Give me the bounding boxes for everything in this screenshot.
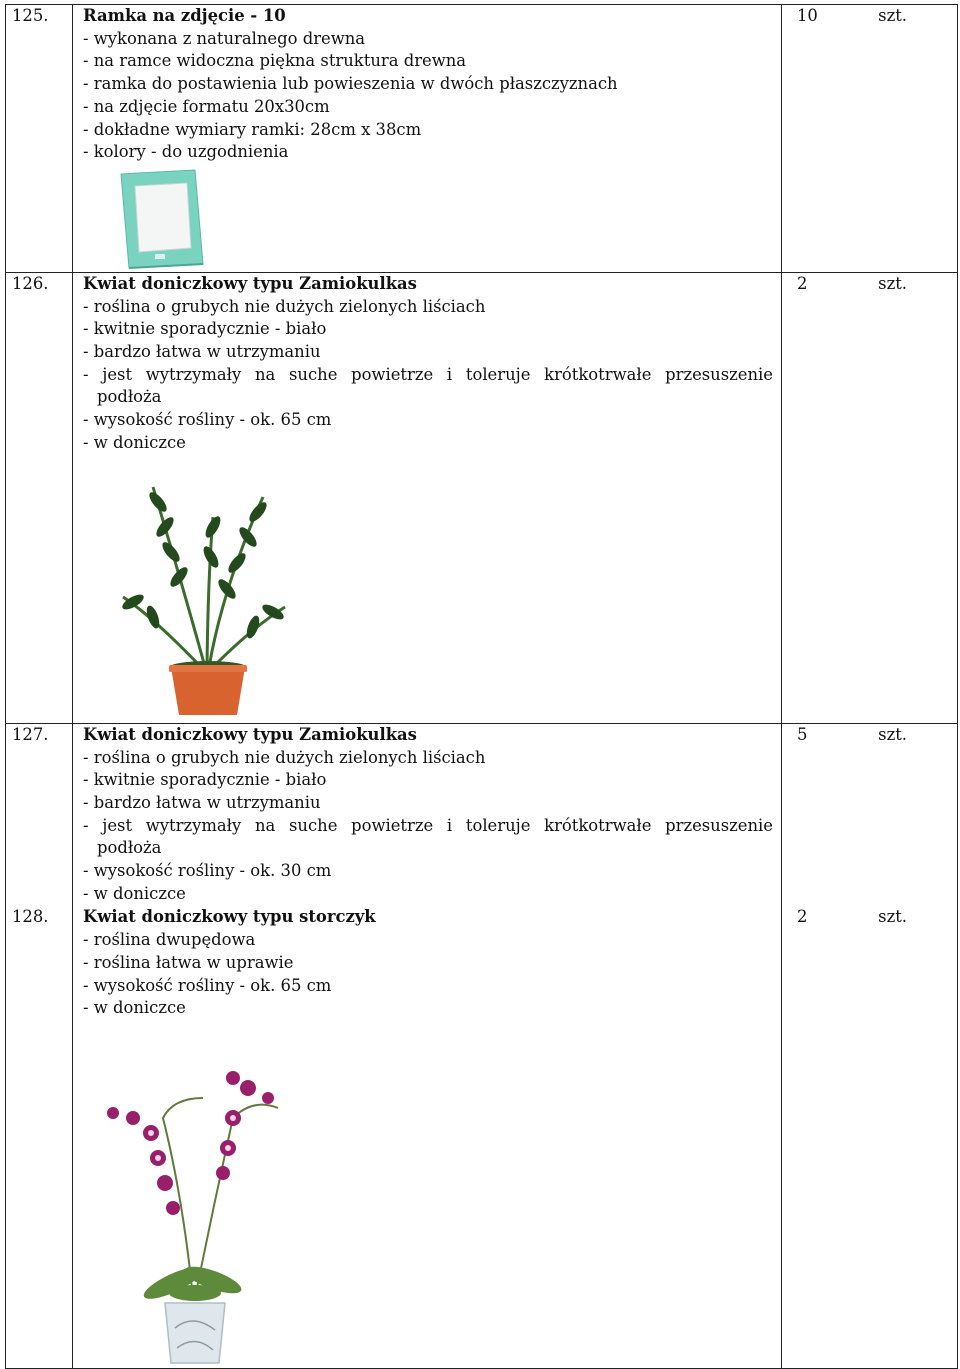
spec-line: - roślina dwupędowa	[83, 930, 256, 950]
spec-line: - w doniczce	[83, 432, 186, 452]
qty-value: 5	[797, 724, 808, 744]
spec-line-continuation: podłoża	[97, 838, 162, 858]
qty-unit: szt.	[878, 724, 907, 744]
item-description	[73, 272, 782, 723]
item-title: Ramka na zdjęcie - 10	[83, 6, 286, 25]
photo-frame-image	[119, 168, 239, 272]
table-row	[6, 272, 958, 723]
spec-line: - ramka do postawienia lub powieszenia w dwóch płaszczyznach	[83, 74, 618, 94]
qty-value: 2	[797, 273, 808, 293]
spec-line: - jest wytrzymały na suche powietrze i toleruje krótkotrwałe przesuszenie	[83, 364, 773, 384]
item-description	[73, 906, 782, 1368]
item-quantity	[782, 723, 958, 906]
spec-line: - wykonana z naturalnego drewna	[83, 28, 366, 48]
qty-unit: szt.	[878, 907, 907, 927]
product-spec-table	[5, 4, 958, 1369]
spec-line: - wysokość rośliny - ok. 65 cm	[83, 410, 332, 430]
spec-line: - kolory - do uzgodnienia	[83, 142, 289, 162]
spec-line: - kwitnie sporadycznie - biało	[83, 770, 327, 790]
spec-line: - w doniczce	[83, 998, 186, 1018]
item-title: Kwiat doniczkowy typu storczyk	[83, 907, 376, 927]
item-number: 126.	[6, 272, 73, 723]
orchid-image	[83, 1058, 283, 1368]
spec-line: - w doniczce	[83, 883, 186, 903]
table-row	[6, 5, 958, 273]
table-row	[6, 906, 958, 1368]
spec-line: - bardzo łatwa w utrzymaniu	[83, 342, 321, 362]
spec-line: - wysokość rośliny - ok. 30 cm	[83, 861, 332, 881]
spec-line: - na ramce widoczna piękna struktura drewna	[83, 51, 467, 71]
spec-line: - roślina o grubych nie dużych zielonych liściach	[83, 747, 486, 767]
spec-line: - roślina łatwa w uprawie	[83, 952, 294, 972]
spec-line-continuation: podłoża	[97, 387, 162, 407]
item-title: Kwiat doniczkowy typu Zamiokulkas	[83, 724, 417, 744]
item-title: Kwiat doniczkowy typu Zamiokulkas	[83, 273, 417, 293]
zamioculcas-image	[113, 467, 293, 717]
item-number: 127.	[6, 723, 73, 906]
item-description	[73, 723, 782, 906]
spec-line: - roślina o grubych nie dużych zielonych liściach	[83, 296, 486, 316]
item-quantity	[782, 5, 958, 273]
spec-line: - wysokość rośliny - ok. 65 cm	[83, 975, 332, 995]
spec-line: - dokładne wymiary ramki: 28cm x 38cm	[83, 119, 422, 139]
item-description	[73, 5, 782, 273]
qty-unit: szt.	[878, 6, 907, 25]
item-number: 128.	[6, 906, 73, 1368]
item-quantity	[782, 272, 958, 723]
qty-unit: szt.	[878, 273, 907, 293]
spec-line: - na zdjęcie formatu 20x30cm	[83, 96, 330, 116]
spec-line: - bardzo łatwa w utrzymaniu	[83, 793, 321, 813]
table-row	[6, 723, 958, 906]
qty-value: 10	[797, 6, 818, 25]
spec-line: - jest wytrzymały na suche powietrze i toleruje krótkotrwałe przesuszenie	[83, 815, 773, 835]
qty-value: 2	[797, 907, 808, 927]
item-quantity	[782, 906, 958, 1368]
item-number: 125.	[6, 5, 73, 273]
spec-line: - kwitnie sporadycznie - biało	[83, 319, 327, 339]
